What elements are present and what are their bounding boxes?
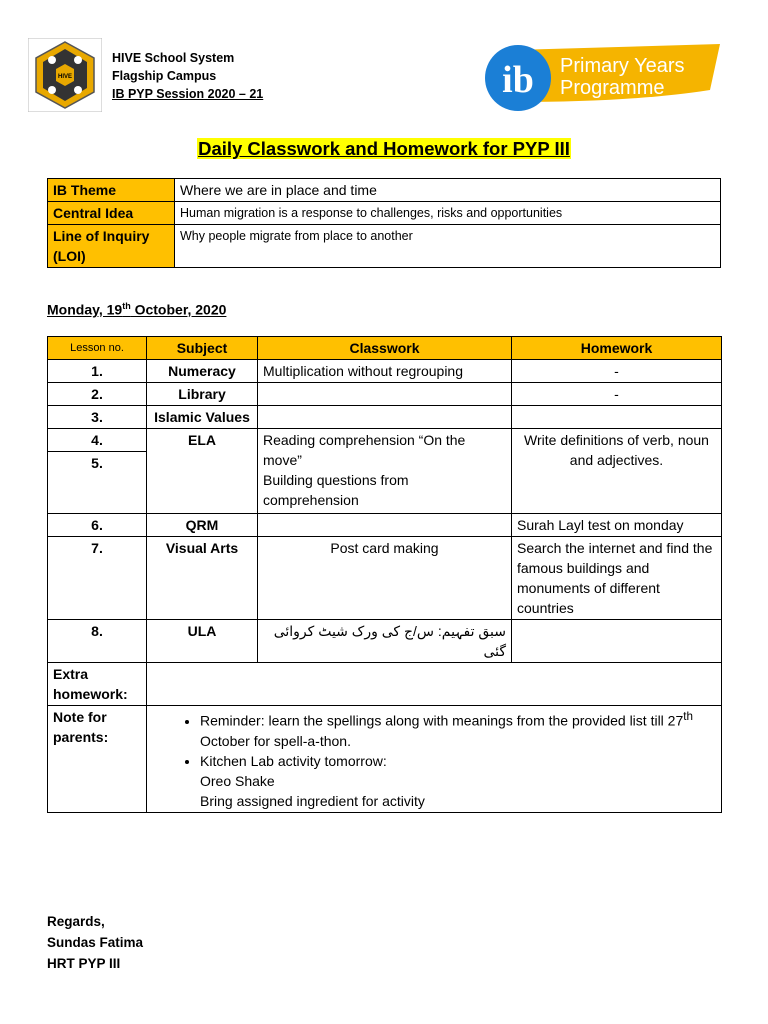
lesson-classwork-line: Reading comprehension “On the move” (263, 432, 466, 468)
lesson-no: 2. (48, 383, 147, 406)
school-logo (28, 38, 102, 112)
ib-primary-years-logo (484, 42, 720, 114)
central-idea-label: Central Idea (48, 202, 175, 225)
lesson-no: 8. (48, 620, 147, 663)
note-item (200, 707, 716, 751)
lesson-classwork (258, 514, 512, 537)
lesson-no: 5. (48, 452, 147, 514)
lesson-classwork: Multiplication without regrouping (258, 360, 512, 383)
date-heading (47, 301, 226, 318)
loi-label: Line of Inquiry (LOI) (48, 225, 175, 268)
school-name: HIVE School System (112, 51, 235, 65)
teacher-role: HRT PYP III (47, 956, 121, 971)
date-sup: th (122, 301, 131, 311)
lesson-classwork: سبق تفہیم: س/ج کی ورک شیٹ کروائی گئی (258, 620, 512, 663)
extra-homework-value (147, 663, 722, 706)
lesson-subject: ELA (147, 429, 258, 514)
lesson-row (48, 406, 722, 429)
note-list (152, 707, 716, 811)
lesson-row (48, 383, 722, 406)
lesson-no: 4. (48, 429, 147, 452)
lesson-no: 6. (48, 514, 147, 537)
note-2-line: Oreo Shake (200, 772, 275, 789)
teacher-name: Sundas Fatima (47, 935, 144, 950)
central-idea-value: Human migration is a response to challenges, risks and opportunities (175, 202, 721, 225)
document-title-text: Daily Classwork and Homework for PYP III (198, 138, 570, 159)
note-label: Note for parents: (48, 706, 147, 813)
note-row (48, 706, 722, 813)
lesson-homework: Write definitions of verb, noun and adjectives. (512, 429, 722, 514)
date-suffix: October, 2020 (130, 301, 227, 318)
theme-label: IB Theme (48, 179, 175, 202)
loi-value: Why people migrate from place to another (175, 225, 721, 268)
header-classwork: Classwork (258, 337, 512, 360)
lesson-no: 7. (48, 537, 147, 620)
note-1-text-end: October for spell-a-thon. (200, 732, 351, 749)
ib-programme-line1: Primary Years (560, 55, 685, 77)
lesson-row (48, 360, 722, 383)
theme-table (47, 178, 721, 268)
regards-label: Regards, (47, 914, 105, 929)
school-info (112, 49, 263, 103)
lesson-classwork (258, 383, 512, 406)
lesson-table (47, 336, 722, 813)
loi-row (48, 225, 721, 268)
theme-row (48, 179, 721, 202)
note-item (200, 751, 716, 811)
note-2-line: • Kitchen Lab activity tomorrow: (200, 752, 387, 769)
header-homework: Homework (512, 337, 722, 360)
lesson-subject: Numeracy (147, 360, 258, 383)
signature-block (47, 911, 143, 974)
lesson-subject: Library (147, 383, 258, 406)
lesson-row (48, 537, 722, 620)
campus-name: Flagship Campus (112, 69, 217, 83)
lesson-row (48, 514, 722, 537)
lesson-no: 1. (48, 360, 147, 383)
document-title (0, 138, 768, 160)
header-lesson-no: Lesson no. (48, 337, 147, 360)
extra-homework-row (48, 663, 722, 706)
lesson-subject: QRM (147, 514, 258, 537)
lesson-subject: Islamic Values (147, 406, 258, 429)
lesson-homework: Search the internet and find the famous buildings and monuments of different countries (512, 537, 722, 620)
lesson-homework: - (512, 360, 722, 383)
theme-value: Where we are in place and time (175, 179, 721, 202)
lesson-homework (512, 406, 722, 429)
lesson-row (48, 429, 722, 452)
lesson-classwork: Post card making (258, 537, 512, 620)
note-value (147, 706, 722, 813)
lesson-homework (512, 620, 722, 663)
lesson-subject: Visual Arts (147, 537, 258, 620)
extra-homework-label: Extra homework: (48, 663, 147, 706)
central-idea-row (48, 202, 721, 225)
lesson-subject: ULA (147, 620, 258, 663)
lesson-row (48, 620, 722, 663)
lesson-header-row (48, 337, 722, 360)
ib-logo-text: ib (502, 59, 534, 101)
lesson-no: 3. (48, 406, 147, 429)
date-prefix: Monday, 19 (47, 301, 123, 318)
lesson-classwork (258, 429, 512, 514)
lesson-homework: Surah Layl test on monday (512, 514, 722, 537)
header-subject: Subject (147, 337, 258, 360)
school-logo-text: HIVE (57, 74, 73, 80)
note-1-sup: th (683, 710, 693, 723)
lesson-homework: - (512, 383, 722, 406)
lesson-classwork-line: Building questions from comprehension (263, 472, 409, 508)
session-label: IB PYP Session 2020 – 21 (112, 87, 264, 101)
note-2-line: Bring assigned ingredient for activity (200, 792, 425, 809)
ib-programme-line2: Programme (560, 77, 665, 99)
note-1-text: Reminder: learn the spellings along with meanings from the provided list till 27 (200, 712, 684, 729)
lesson-classwork (258, 406, 512, 429)
